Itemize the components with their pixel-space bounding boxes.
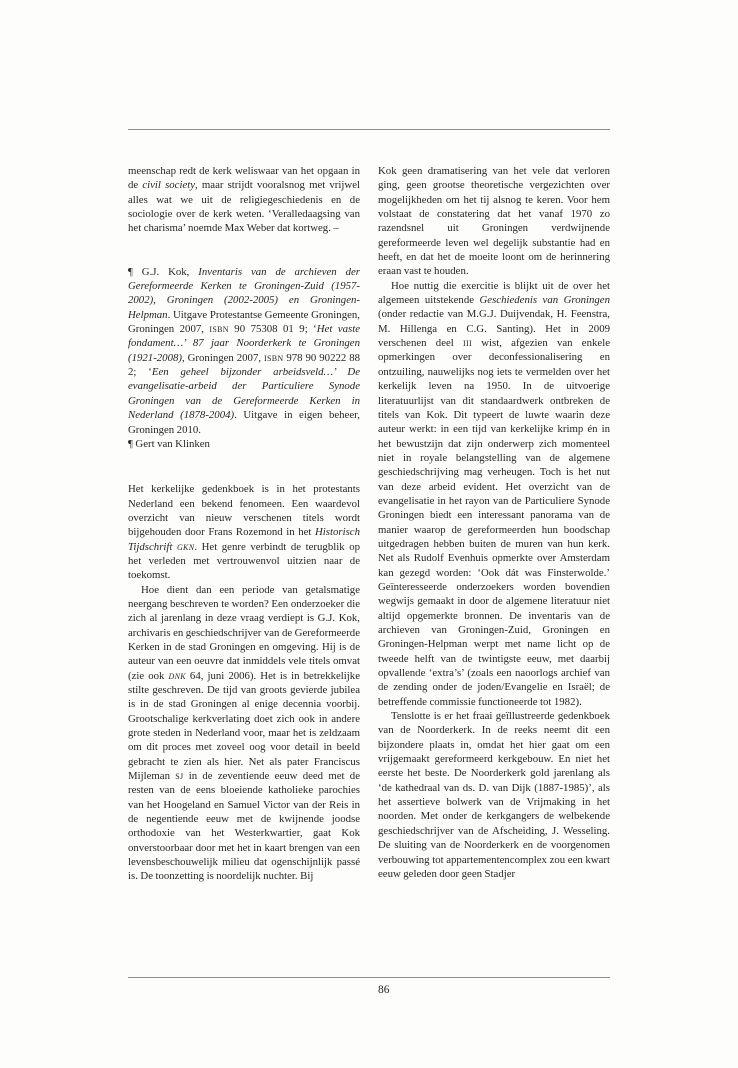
bottom-rule [128,977,610,978]
text-run: Historisch Tijdschrift [128,526,360,553]
top-rule [128,129,610,130]
text-run: . Uitgave Protestantse Gemeente Groningen, Groningen 2007, [128,308,360,336]
paragraph [378,279,610,709]
text-run: gkn [176,540,195,553]
text-run: dnk [168,669,186,682]
text-run: ¶ G.J. Kok, [128,265,199,278]
paragraph [128,265,360,437]
paragraph [378,164,610,279]
text-run: isbn [209,323,229,336]
text-run: . Uitgave in eigen beheer, Groningen 2010. [128,409,360,436]
text-run: iii [463,337,472,350]
text-run: Het vaste fondament…’ 87 jaar Noorderkerk te Groningen (1921-2008) [128,323,361,364]
paragraph [128,482,360,582]
paragraph [128,583,360,884]
page-number: 86 [378,984,390,996]
text-run: wist, afgezien van enkele opmerkingen over deconfessionalisering en ontzuiling, nauwelijks nog iets te vermelden over het kerkelijk leven na 1950. In de uitvoerige literatuurlijst van dit standaardwerk ontbreken de titels van Kok. Dit typeert de luwte waarin deze auteur werkt: in een tijd van kerkelijke krimp én in het bewustzijn dat zijn onderwerp zich momenteel niet in royale belangstelling van de algemene geschiedschrijving mag verheugen. Toch is het nut van deze arbeid evident. Het overzicht van de evangelisatie in het rayon van de Particuliere Synode Groningen biedt een interessant panorama van de manier waarop de gereformeerden hun boodschap uitgedragen hebben buiten de muren van hun kerk. Net als Rudolf Evenhuis opmerkte over Amsterdam kan gezegd worden: ‘Ook dát was Finsterwolde.’ Geïnteresseerde onderzoekers worden bovendien wegwijs gemaakt in door de algemene literatuur niet altijd opgemerkte bronnen. De inventaris van de archieven van Groningen-Zuid, Groningen en Groningen-Helpman werpt met name licht op de tweede helft van de twintigste eeuw, met daarbij opvallende ‘extra’s’ (zoals een naoorlogs archief van de zending onder de joden/Evangelie en Israël; de betreffende commissie functioneerde tot 1982). [378,337,610,708]
text-run: 64, juni 2006). Het is in betrekkelijke stilte geschreven. De tijd van groots gevierde jubilea is in de stad Groningen al enige decennia voorbij. Grootschalige kerkverlating doet zich ook in andere grote steden in Nederland voor, maar het is zeldzaam om dit proces met zoveel oog voor detail in beeld gebracht te zien als hier. Net als pater Franciscus Mijleman [128,669,360,783]
text-run: . Het genre verbindt de terugblik op het verleden met vertrouwenvol uitzien naar de toekomst. [128,540,360,582]
text-run: (onder redactie van M.G.J. Duijvendak, H. Feenstra, M. Hillenga en C.G. Santing). Het in 2009 verschenen deel [378,308,610,350]
text-run: ¶ Gert van Klinken [128,437,210,450]
right-column [378,164,610,884]
text-run: Tenslotte is er het fraai geïllustreerde gedenkboek van de Noorderkerk. In de reeks neemt dit een bijzondere plaats in, omdat het hier gaat om een vrijgemaakt gereformeerd kerkgebouw. En niet het eerste het beste. De Noorderkerk gold jarenlang als ‘de kathedraal van ds. D. van Dijk (1887-1985)’, als het assertieve bolwerk van de Vrijmaking in het noorden. Met onder de kerkgangers de welbekende geschiedschrijver van de Afscheiding, J. Wesseling. De sluiting van de Noorderkerk en de voorgenomen verbouwing tot appartementencomplex zou een kwart eeuw geleden door geen Stadjer [378,710,610,880]
text-columns [128,164,610,884]
text-run: Een geheel bijzonder arbeidsveld…’ De evangelisatie-arbeid der Particuliere Synode Groningen van de Gereformeerde Kerken in Nederland (1878-2004) [128,366,360,422]
text-run: Hoe dient dan een periode van getalsmatige neergang beschreven te worden? Een onderzoeker die zich al jarenlang in deze vraag verdiept is G.J. Kok, archivaris en geschiedschrijver van de Gereformeerde Kerken in de stad Groningen en omgeving. Hij is de auteur van een oeuvre dat inmiddels vele titels omvat (zie ook [128,583,360,682]
text-run: 978 90 90222 88 2; ‘ [128,351,361,379]
text-run: , maar strijdt vooralsnog met vrijwel alles wat we uit de religiegeschiedenis en de sociologie over de kerk weten. ‘Veralledaagsing van het charisma’ noemde Max Weber dat kortweg. – [128,179,360,235]
text-run: sj [175,770,184,783]
text-run: 90 75308 01 9; ‘ [228,323,317,336]
paragraph [378,709,610,881]
text-run: Kok geen dramatisering van het vele dat verloren ging, geen grootse theoretische vergezichten over mogelijkheden om het tij alsnog te keren. Voor hem volstaat de constatering dat het vanaf 1970 zo razendsnel uit Groningen verdwijnende gereformeerde leven wel degelijk substantie had en heeft, en dat het de moeite loont om de herinnering eraan vast te houden. [378,165,610,278]
paragraph [128,164,360,236]
text-run: Hoe nuttig die exercitie is blijkt uit de over het algemeen uitstekende [378,279,610,307]
text-run: civil society [142,179,196,192]
text-run: isbn [264,351,284,364]
text-run: Geschiedenis van Groningen [479,294,610,307]
text-run: in de zeventiende eeuw deed met de resten van de eens bloeiende katholieke parochies van het Hoogeland en Samuel Victor van der Reis in de negentiende eeuw met de kwijnende joodse orthodoxie van het Westerkwartier, gaat Kok onverstoorbaar door met het in kaart brengen van een levensbeschouwelijk milieu dat ogenschijnlijk passé is. De toonzetting is noordelijk nuchter. Bij [128,770,360,883]
text-run: meenschap redt de kerk weliswaar van het opgaan in de [128,165,360,192]
text-run: Inventaris van de archieven der Gereformeerde Kerken te Groningen-Zuid (1957-2002), Groningen (2002-2005) en Groningen-Helpman [128,265,360,321]
left-column [128,164,360,884]
text-run: , Groningen 2007, [181,351,264,364]
text-run: Het kerkelijke gedenkboek is in het protestants Nederland een bekend fenomeen. Een waardevol overzicht van nieuw verschenen titels wordt bijgehouden door Frans Rozemond in het [128,483,360,539]
paragraph [128,437,360,451]
